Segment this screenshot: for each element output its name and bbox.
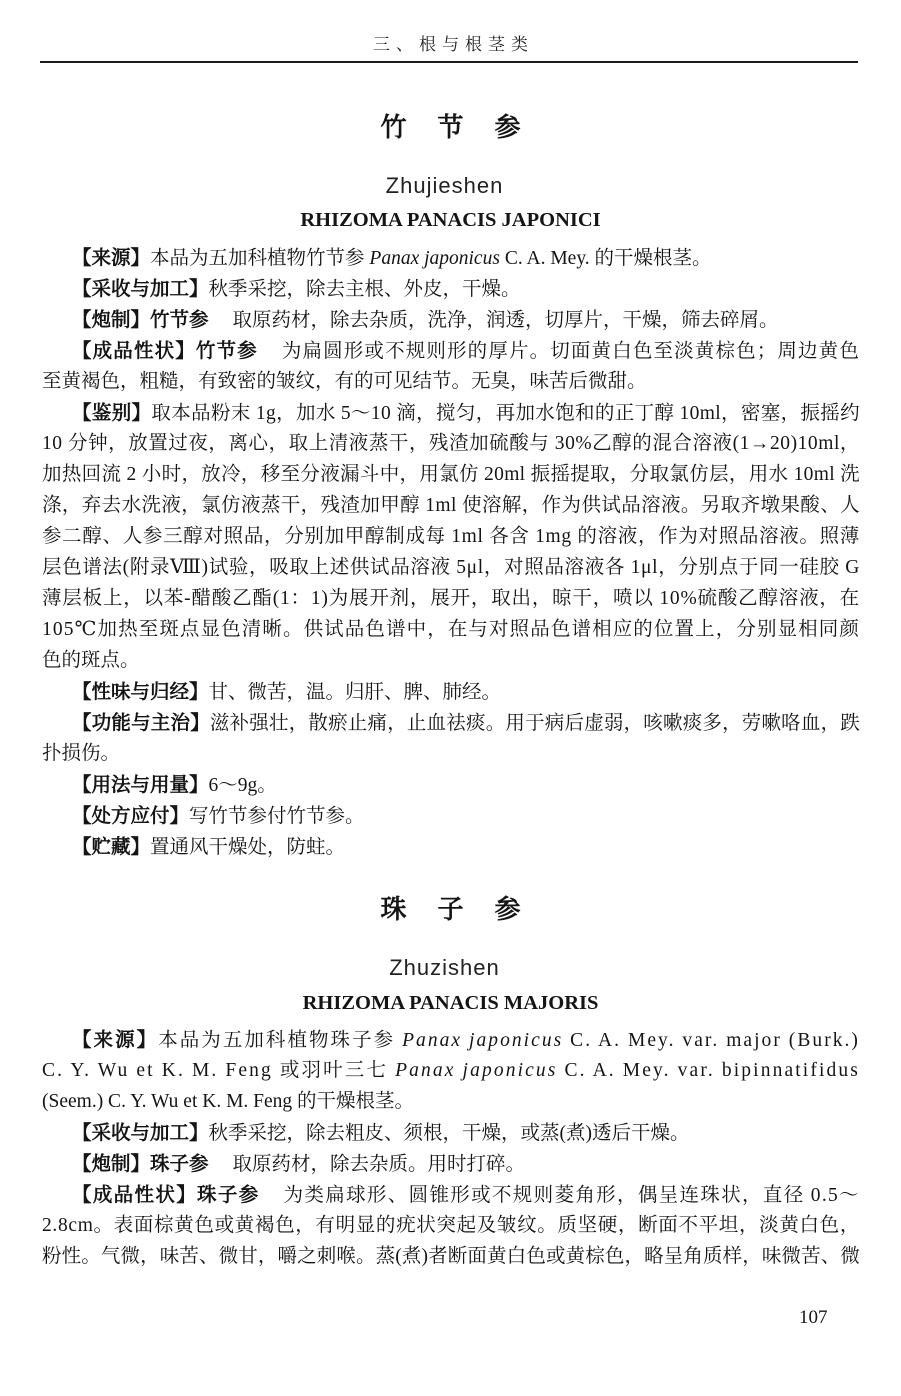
page-number: 107 bbox=[799, 1307, 828, 1328]
text-run: 薄层板上，以苯-醋酸乙酯(1：1)为展开剂，展开，取出，晾干，喷以 10%硫酸乙醇溶液，在 bbox=[42, 588, 860, 609]
text-run: 色的斑点。 bbox=[42, 650, 140, 671]
text-run: C. A. Mey. var. major (Burk.) bbox=[563, 1030, 860, 1051]
text-line bbox=[42, 614, 860, 645]
paragraph-label: 【采收与加工】 bbox=[72, 277, 209, 300]
text-line bbox=[42, 831, 860, 862]
monograph-title: 珠 子 参 bbox=[380, 895, 521, 925]
paragraph-label: 【处方应付】 bbox=[72, 804, 190, 827]
paragraph-label: 【功能与主治】 bbox=[72, 711, 210, 734]
text-run: 为扁圆形或不规则形的厚片。切面黄白色至淡黄棕色；周边黄色 bbox=[281, 341, 860, 362]
paragraph bbox=[42, 397, 860, 676]
paragraph bbox=[42, 1117, 860, 1148]
paragraph-label: 【性味与归经】 bbox=[72, 680, 209, 703]
text-line bbox=[42, 769, 860, 800]
paragraph-label: 【鉴别】 bbox=[72, 401, 152, 424]
pinyin-name: Zhujieshen bbox=[385, 173, 504, 198]
text-run: 扑损伤。 bbox=[42, 743, 121, 764]
latin-name: RHIZOMA PANACIS JAPONICI bbox=[300, 209, 601, 231]
paragraph-label: 【用法与用量】 bbox=[72, 773, 209, 796]
paragraph-label: 【来源】 bbox=[72, 1028, 159, 1051]
text-run: 2.8cm。表面棕黄色或黄褐色，有明显的疣状突起及皱纹。质坚硬，断面不平坦，淡黄白色， bbox=[42, 1215, 860, 1236]
text-line bbox=[42, 459, 860, 490]
paragraph-label: 【炮制】 bbox=[72, 308, 151, 331]
text-run: 加热回流 2 小时，放冷，移至分液漏斗中，用氯仿 20ml 振摇提取，分取氯仿层，用水 10ml 洗 bbox=[42, 464, 860, 485]
text-run: 粉性。气微，味苦、微甘，嚼之刺喉。蒸(煮)者断面黄白色或黄棕色，略呈角质样，味微苦、微 bbox=[42, 1246, 860, 1267]
paragraph bbox=[42, 242, 860, 273]
text-run: 置通风干燥处，防蛀。 bbox=[150, 837, 346, 858]
text-run: 甘、微苦，温。归肝、脾、肺经。 bbox=[208, 682, 502, 703]
paragraph-sublabel: 珠子参 bbox=[150, 1152, 209, 1175]
paragraph bbox=[42, 1179, 860, 1272]
text-run: C. A. Mey. 的干燥根茎。 bbox=[499, 248, 712, 269]
paragraph bbox=[42, 1024, 860, 1117]
paragraph bbox=[42, 676, 860, 707]
text-run: 本品为五加科植物珠子参 bbox=[158, 1030, 403, 1051]
paragraph-label: 【贮藏】 bbox=[72, 835, 151, 858]
paragraph-sublabel: 竹节参 bbox=[150, 308, 209, 331]
text-line bbox=[42, 335, 860, 366]
species-name: Panax japonicus bbox=[395, 1060, 558, 1081]
paragraph-label: 【来源】 bbox=[72, 246, 151, 269]
text-run: 本品为五加科植物竹节参 bbox=[150, 248, 370, 269]
text-line bbox=[42, 1055, 860, 1086]
text-run: 10 分钟，放置过夜，离心，取上清液蒸干，残渣加硫酸与 30%乙醇的混合溶液(1→20)10ml， bbox=[42, 433, 860, 454]
latin-name: RHIZOMA PANACIS MAJORIS bbox=[302, 992, 599, 1014]
paragraph-label: 【炮制】 bbox=[72, 1152, 151, 1175]
species-name: Panax japonicus bbox=[402, 1030, 564, 1051]
text-run: 至黄褐色，粗糙，有致密的皱纹，有的可见结节。无臭，味苦后微甜。 bbox=[42, 371, 647, 392]
text-line bbox=[42, 676, 860, 707]
text-line bbox=[42, 304, 860, 335]
text-line bbox=[42, 552, 860, 583]
paragraph-sublabel: 竹节参 bbox=[195, 339, 258, 362]
text-line bbox=[42, 800, 860, 831]
text-run: 取原药材，除去杂质，洗净，润透，切厚片，干燥，筛去碎屑。 bbox=[232, 310, 779, 331]
text-line bbox=[42, 738, 860, 769]
text-run: 层色谱法(附录Ⅷ)试验，吸取上述供试品溶液 5μl，对照品溶液各 1μl，分别点于同一硅胶 G bbox=[42, 557, 860, 578]
text-run: C. Y. Wu et K. M. Feng 或羽叶三七 bbox=[42, 1060, 396, 1081]
text-line bbox=[42, 645, 860, 676]
text-line bbox=[42, 1148, 860, 1179]
text-run: 滋补强壮，散瘀止痛，止血祛痰。用于病后虚弱，咳嗽痰多，劳嗽咯血，跌 bbox=[209, 713, 860, 734]
monograph-body bbox=[42, 1024, 860, 1272]
text-line bbox=[42, 1024, 860, 1055]
paragraph bbox=[42, 304, 860, 335]
running-head: 三、根与根茎类 bbox=[373, 35, 534, 55]
text-line bbox=[42, 1086, 860, 1117]
paragraph-sublabel: 珠子参 bbox=[197, 1183, 260, 1206]
paragraph-label: 【采收与加工】 bbox=[72, 1121, 209, 1144]
text-line bbox=[42, 707, 860, 738]
text-line bbox=[42, 428, 860, 459]
paragraph bbox=[42, 335, 860, 397]
monograph-body bbox=[42, 242, 860, 862]
text-run: 取本品粉末 1g，加水 5～10 滴，搅匀，再加水饱和的正丁醇 10ml，密塞，振摇约 bbox=[151, 403, 860, 424]
paragraph bbox=[42, 831, 860, 862]
species-name: Panax japonicus bbox=[369, 248, 500, 269]
text-run: 涤，弃去水洗液，氯仿液蒸干，残渣加甲醇 1ml 使溶解，作为供试品溶液。另取齐墩果酸、人 bbox=[42, 495, 860, 516]
header-rule bbox=[40, 61, 858, 63]
text-line bbox=[42, 366, 860, 397]
text-line bbox=[42, 521, 860, 552]
paragraph bbox=[42, 769, 860, 800]
monograph-title: 竹 节 参 bbox=[380, 113, 521, 143]
paragraph bbox=[42, 707, 860, 769]
text-line bbox=[42, 583, 860, 614]
text-run: C. A. Mey. var. bipinnatifidus bbox=[557, 1060, 860, 1081]
text-run: 105℃加热至斑点显色清晰。供试品色谱中，在与对照品色谱相应的位置上，分别显相同颜 bbox=[42, 619, 860, 640]
text-line bbox=[42, 273, 860, 304]
paragraph-label: 【成品性状】 bbox=[72, 339, 196, 362]
text-line bbox=[42, 490, 860, 521]
text-run: 秋季采挖，除去粗皮、须根，干燥，或蒸(煮)透后干燥。 bbox=[208, 1123, 690, 1144]
text-run: (Seem.) C. Y. Wu et K. M. Feng 的干燥根茎。 bbox=[42, 1091, 415, 1112]
text-run: 为类扁球形、圆锥形或不规则菱角形，偶呈连珠状，直径 0.5～ bbox=[283, 1185, 860, 1206]
text-run: 秋季采挖，除去主根、外皮，干燥。 bbox=[208, 279, 521, 300]
text-line bbox=[42, 242, 860, 273]
text-run: 写竹节参付竹节参。 bbox=[189, 806, 365, 827]
paragraph bbox=[42, 800, 860, 831]
text-run: 6～9g。 bbox=[208, 775, 277, 796]
text-run: 参二醇、人参三醇对照品，分别加甲醇制成每 1ml 各含 1mg 的溶液，作为对照品溶液。照薄 bbox=[42, 526, 860, 547]
paragraph bbox=[42, 273, 860, 304]
text-run: 取原药材，除去杂质。用时打碎。 bbox=[232, 1154, 526, 1175]
text-line bbox=[42, 397, 860, 428]
text-line bbox=[42, 1241, 860, 1272]
paragraph-label: 【成品性状】 bbox=[72, 1183, 198, 1206]
text-line bbox=[42, 1210, 860, 1241]
paragraph bbox=[42, 1148, 860, 1179]
pinyin-name: Zhuzishen bbox=[389, 955, 500, 980]
text-line bbox=[42, 1117, 860, 1148]
text-line bbox=[42, 1179, 860, 1210]
